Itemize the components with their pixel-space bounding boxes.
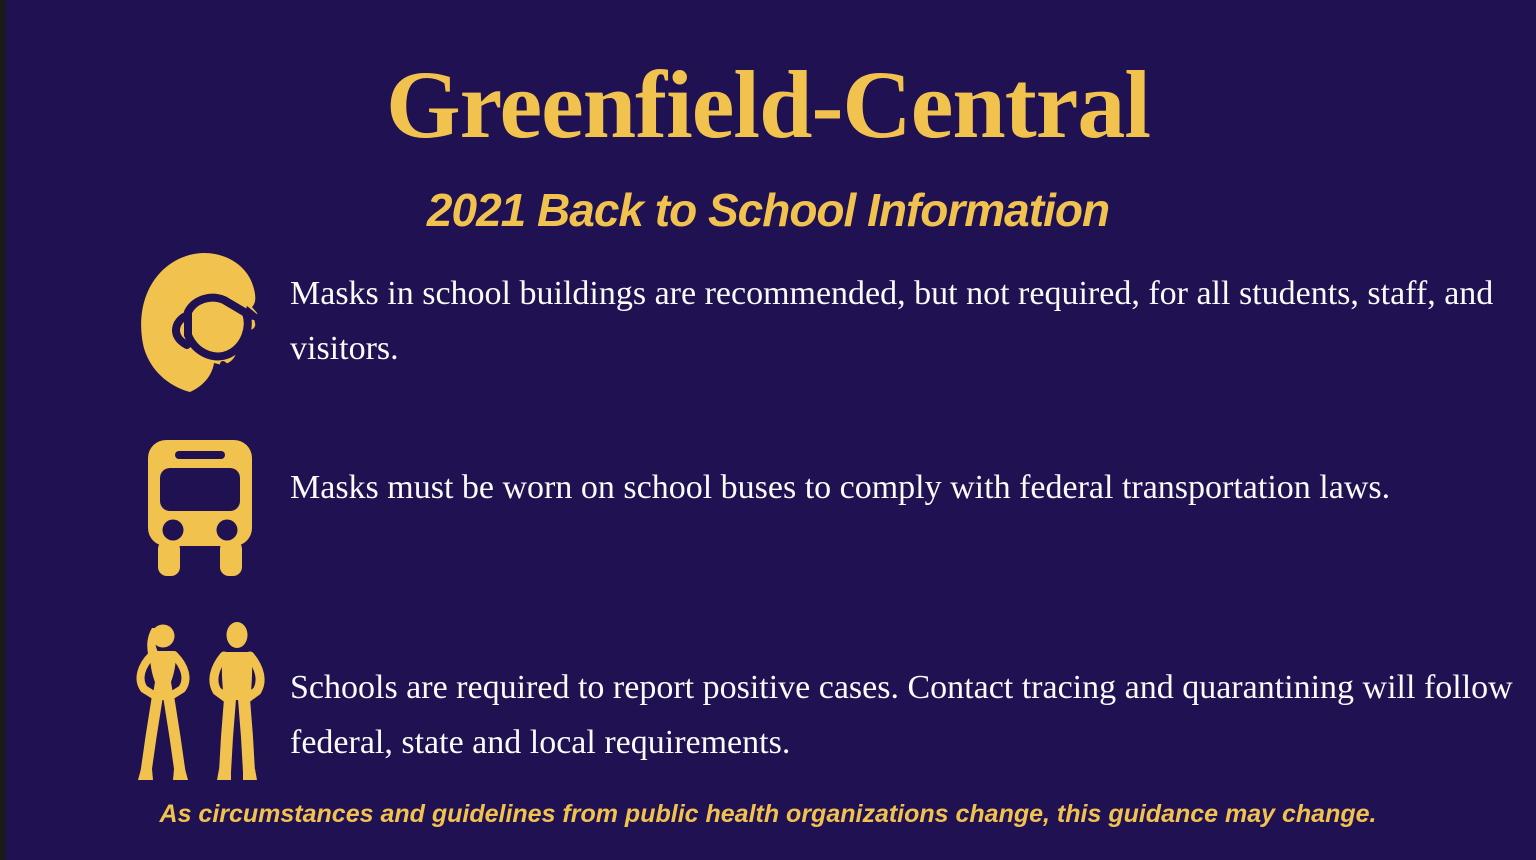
page-subtitle: 2021 Back to School Information (426, 184, 1110, 236)
info-text-masks-buses: Masks must be worn on school buses to comply with federal transportation laws. (290, 469, 1391, 506)
school-bus-icon (110, 440, 290, 578)
people-icon (110, 622, 290, 786)
info-text-contact-tracing: Schools are required to report positive cases. Contact tracing and quarantining will follow federal, state and local requirements. (290, 669, 1513, 762)
info-row-contact-tracing (110, 622, 1516, 786)
masked-face-icon (110, 248, 290, 394)
footer-disclaimer: As circumstances and guidelines from public health organizations change, this guidance may change. (159, 800, 1377, 828)
info-row-masks-buildings (110, 248, 1516, 394)
info-text-masks-buildings: Masks in school buildings are recommended, but not required, for all students, staff, and visitors. (290, 275, 1494, 368)
info-row-masks-buses (110, 440, 1516, 578)
page-title: Greenfield-Central (385, 51, 1150, 158)
